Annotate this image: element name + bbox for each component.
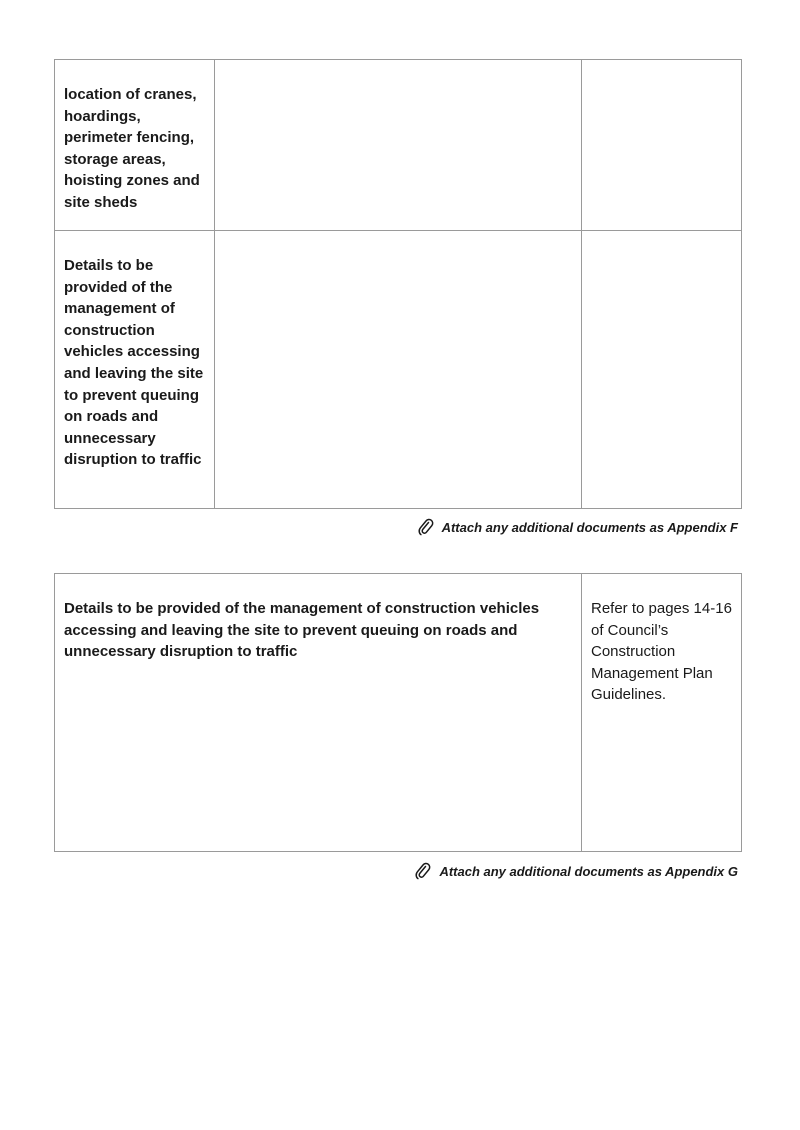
response-text[interactable] <box>215 60 581 84</box>
table-row[interactable] <box>55 574 742 852</box>
requirement-label: location of cranes, hoardings, perimeter fencing, storage areas, hoisting zones and site sheds <box>64 86 200 211</box>
reference-text <box>582 60 741 84</box>
reference-cell <box>582 231 742 509</box>
requirement-label: Details to be provided of the management of construction vehicles accessing and leaving the site to prevent queuing on roads and unnecessary disruption to traffic <box>64 257 204 469</box>
requirement-response-cell[interactable] <box>55 574 582 852</box>
attachment-note-text: Attach any additional documents as Appendix F <box>441 519 738 535</box>
response-text[interactable] <box>215 231 581 255</box>
requirement-label: Details to be provided of the management of construction vehicles accessing and leaving the site to prevent queuing on roads and unnecessary disruption to traffic <box>64 600 540 661</box>
requirement-label-cell <box>55 60 215 231</box>
response-field[interactable] <box>215 231 582 509</box>
attachment-note-text: Attach any additional documents as Appendix G <box>439 863 738 879</box>
paperclip-icon <box>418 518 434 536</box>
table-row <box>55 231 742 509</box>
requirements-table-2 <box>54 573 742 852</box>
requirement-label-cell <box>55 231 215 509</box>
reference-text <box>582 231 741 255</box>
attachment-note-appendix-g <box>415 862 738 880</box>
table-row <box>55 60 742 231</box>
reference-cell <box>582 574 742 852</box>
paperclip-icon <box>415 862 431 880</box>
attachment-note-appendix-f <box>418 518 738 536</box>
reference-cell <box>582 60 742 231</box>
response-field[interactable] <box>215 60 582 231</box>
reference-text: Refer to pages 14-16 of Council’s Construction Management Plan Guidelines. <box>591 600 732 704</box>
requirements-table-1 <box>54 59 742 509</box>
